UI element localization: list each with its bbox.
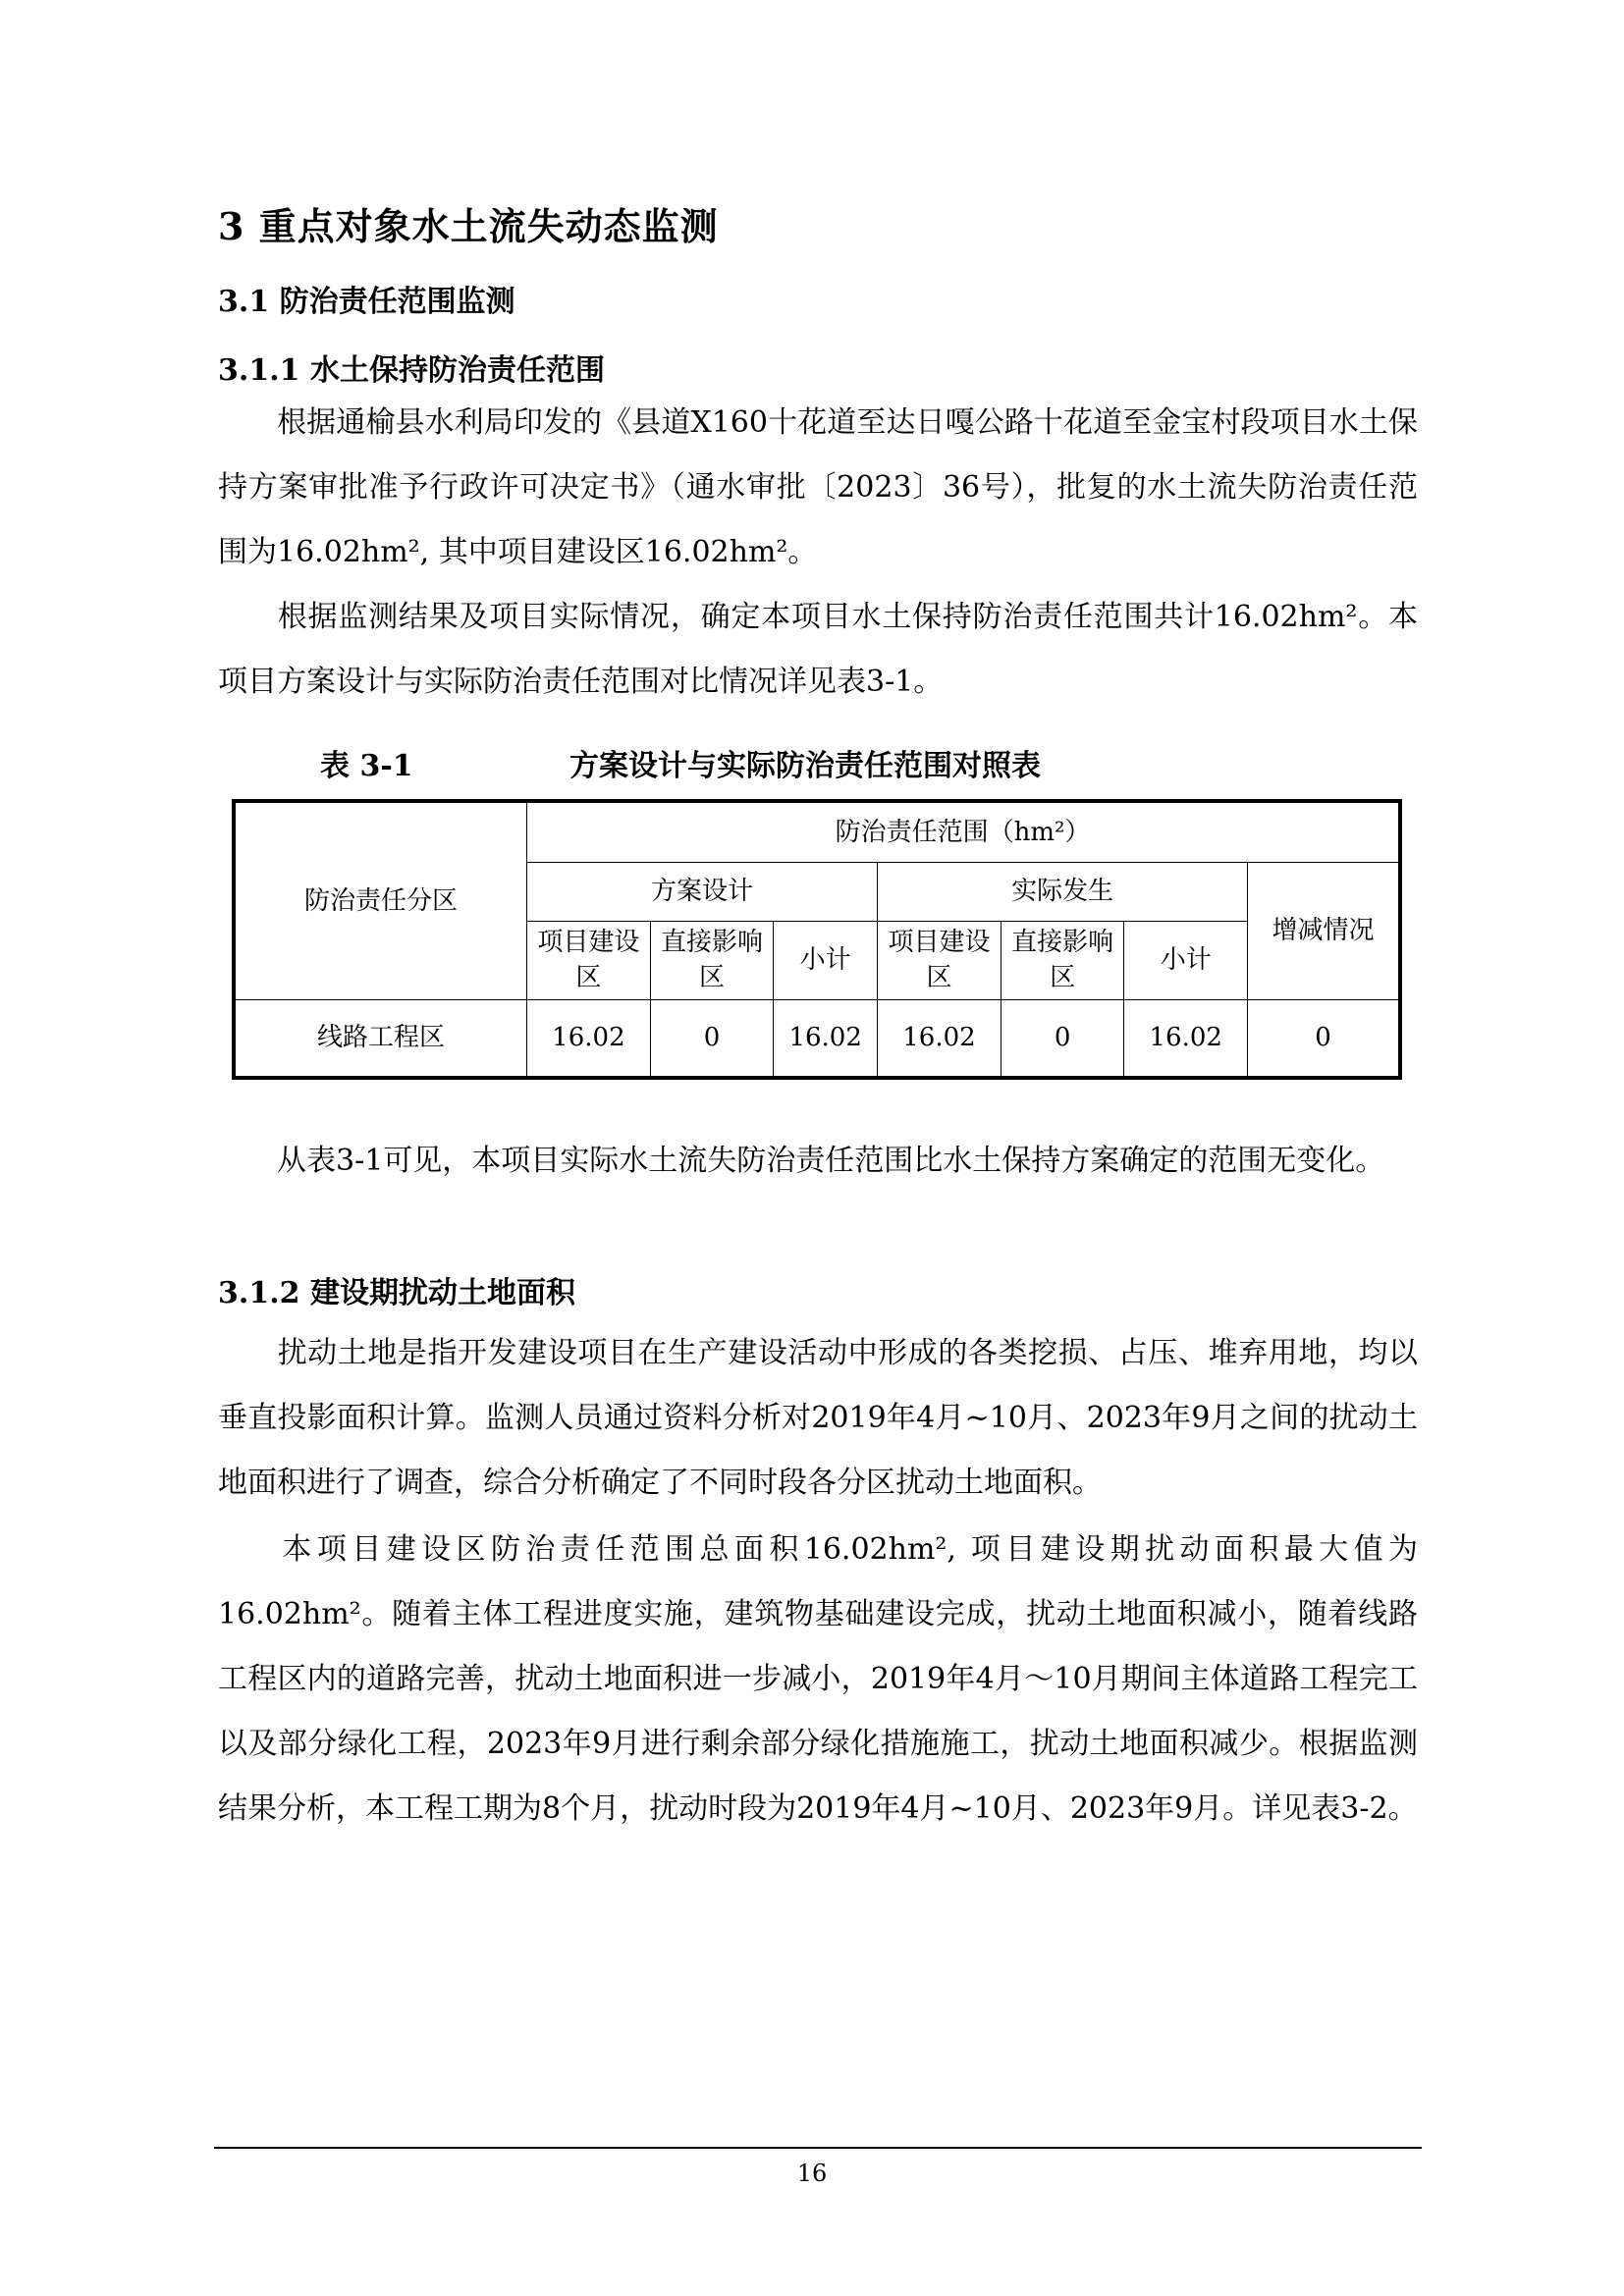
paragraph-approval: 根据通榆县水利局印发的《县道X160十花道至达日嘎公路十花道至金宝村段项目水土保持方案审批准予行政许可决定书》（通水审批〔2023〕36号），批复的水土流失防治责任范围为16.02hm², 其中项目建设区16.02hm²。 [218, 405, 1418, 569]
header-plan-direct-area: 直接影响区 [650, 921, 773, 999]
paragraph-disturbance-area: 本项目建设区防治责任范围总面积16.02hm², 项目建设期扰动面积最大值为16.02hm²。随着主体工程进度实施，建筑物基础建设完成，扰动土地面积减小，随着线路工程区内的道路完善，扰动土地面积进一步减小，2019年4月～10月期间主体道路工程完工以及部分绿化工程，2023年9月进行剩余部分绿化措施施工，扰动土地面积减少。根据监测结果分析，本工程工期为8个月，扰动时段为2019年4月~10月、2023年9月。详见表3-2。 [218, 1532, 1418, 1826]
header-zone: 防治责任分区 [234, 801, 527, 999]
header-range: 防治责任范围（hm²） [527, 801, 1400, 862]
table-row [234, 999, 1400, 1078]
header-actual-subtotal: 小计 [1124, 921, 1248, 999]
cell-plan-total: 16.02 [774, 999, 878, 1078]
paragraph-table-conclusion: 从表3-1可见，本项目实际水土流失防治责任范围比水土保持方案确定的范围无变化。 [277, 1144, 1385, 1178]
cell-change: 0 [1248, 999, 1400, 1078]
cell-plan-direct: 0 [650, 999, 773, 1078]
responsibility-range-table [232, 799, 1402, 1080]
cell-actual-direct: 0 [1001, 999, 1123, 1078]
cell-actual-total: 16.02 [1124, 999, 1248, 1078]
paragraph-disturbance-definition: 扰动土地是指开发建设项目在生产建设活动中形成的各类挖损、占压、堆弃用地，均以垂直投影面积计算。监测人员通过资料分析对2019年4月~10月、2023年9月之间的扰动土地面积进行了调查，综合分析确定了不同时段各分区扰动土地面积。 [218, 1336, 1418, 1500]
header-change: 增减情况 [1248, 862, 1400, 999]
subsection-heading-responsibility: 3.1.1 水土保持防治责任范围 [218, 353, 605, 388]
table-caption-title: 方案设计与实际防治责任范围对照表 [569, 749, 1041, 783]
subsection-heading-disturbance: 3.1.2 建设期扰动土地面积 [218, 1276, 575, 1310]
section-heading: 3.1 防治责任范围监测 [218, 285, 515, 319]
cell-actual-project: 16.02 [878, 999, 1001, 1078]
chapter-heading: 3 重点对象水土流失动态监测 [218, 204, 719, 248]
page-number: 16 [796, 2160, 828, 2187]
paragraph-monitoring-result: 根据监测结果及项目实际情况，确定本项目水土保持防治责任范围共计16.02hm²。本项目方案设计与实际防治责任范围对比情况详见表3-1。 [218, 600, 1418, 699]
cell-plan-project: 16.02 [527, 999, 651, 1078]
table-caption-number: 表 3-1 [320, 749, 413, 783]
header-plan-subtotal: 小计 [774, 921, 878, 999]
header-actual-direct-area: 直接影响区 [1001, 921, 1123, 999]
footer-divider [214, 2147, 1422, 2149]
header-actual-project-area: 项目建设区 [878, 921, 1001, 999]
header-plan: 方案设计 [527, 862, 878, 921]
cell-zone: 线路工程区 [234, 999, 527, 1078]
header-actual: 实际发生 [878, 862, 1248, 921]
header-plan-project-area: 项目建设区 [527, 921, 651, 999]
